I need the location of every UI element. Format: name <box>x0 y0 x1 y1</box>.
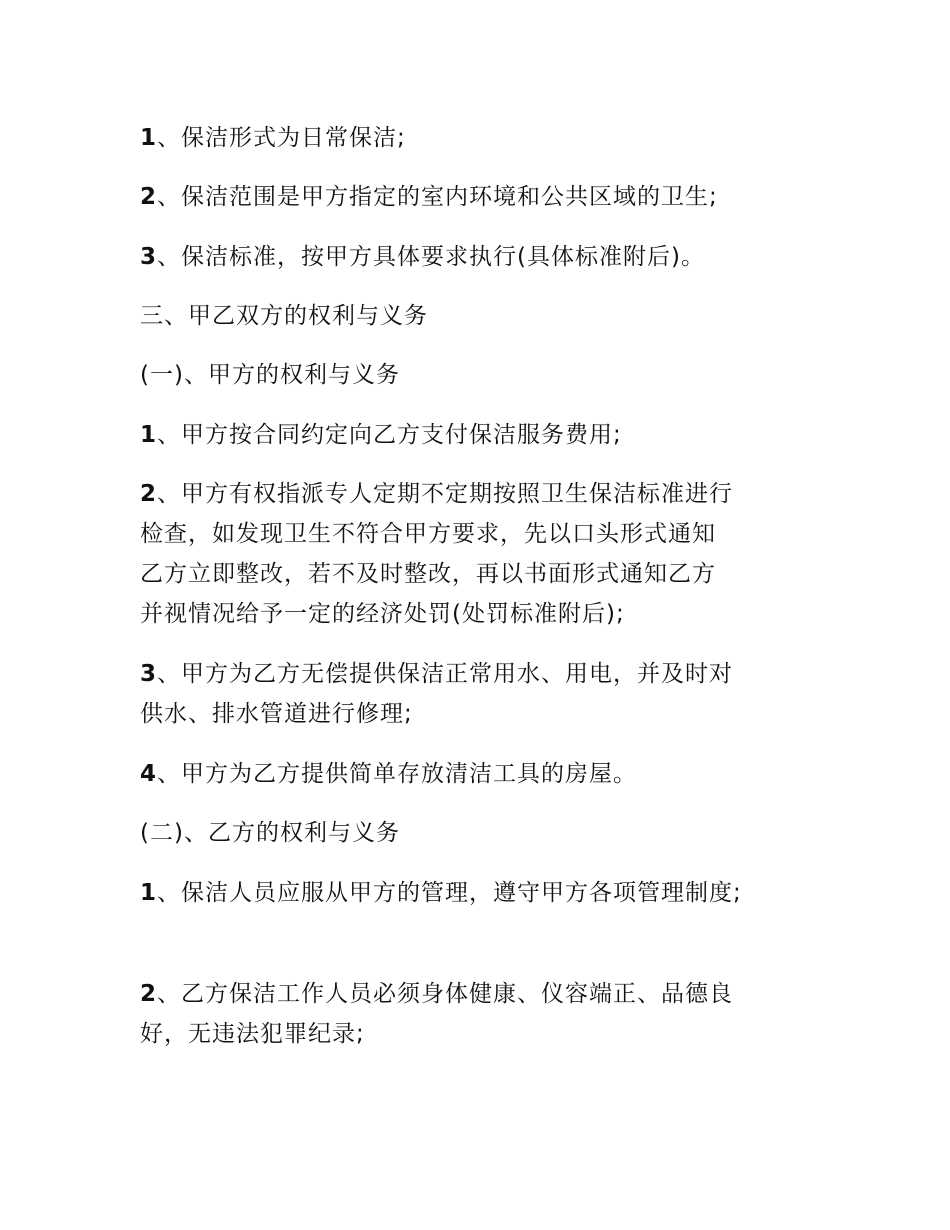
clause-line: 乙方立即整改，若不及时整改，再以书面形式通知乙方 <box>140 561 716 587</box>
clause-number: 4 <box>140 761 158 787</box>
subsection-heading-party-b <box>140 813 820 853</box>
clause-number: 3 <box>140 244 158 270</box>
party-a-clause-1 <box>140 415 820 455</box>
subsection-heading-text: (一)、甲方的权利与义务 <box>140 362 400 388</box>
subsection-heading-party-a <box>140 355 820 395</box>
clause-text: 、乙方保洁工作人员必须身体健康、仪容端正、品德良 <box>157 981 734 1007</box>
party-a-clause-4 <box>140 754 820 794</box>
clause-text: 、甲方为乙方提供简单存放清洁工具的房屋。 <box>157 761 638 787</box>
clause-3-cleaning-standard <box>140 237 820 277</box>
clause-1-cleaning-form <box>140 118 820 158</box>
clause-text: 、保洁形式为日常保洁; <box>157 125 406 151</box>
clause-number: 2 <box>140 481 158 507</box>
clause-line <box>140 654 820 694</box>
clause-number: 1 <box>140 422 158 448</box>
clause-text: 、甲方为乙方无偿提供保洁正常用水、用电，并及时对 <box>157 661 734 687</box>
clause-number: 2 <box>140 184 158 210</box>
clause-number: 1 <box>140 125 158 151</box>
clause-number: 3 <box>140 661 158 687</box>
clause-2-cleaning-scope <box>140 177 820 217</box>
clause-line: 并视情况给予一定的经济处罚(处罚标准附后); <box>140 601 625 627</box>
clause-line <box>140 474 820 514</box>
clause-text: 、甲方有权指派专人定期不定期按照卫生保洁标准进行 <box>157 481 734 507</box>
clause-number: 2 <box>140 981 158 1007</box>
party-a-clause-2 <box>140 474 820 634</box>
clause-text: 、保洁范围是甲方指定的室内环境和公共区域的卫生; <box>157 184 718 210</box>
clause-number: 1 <box>140 880 158 906</box>
clause-line: 检查，如发现卫生不符合甲方要求，先以口头形式通知 <box>140 521 716 547</box>
subsection-heading-text: (二)、乙方的权利与义务 <box>140 820 400 846</box>
party-a-clause-3 <box>140 654 820 734</box>
clause-text: 、保洁人员应服从甲方的管理，遵守甲方各项管理制度; <box>157 880 742 906</box>
clause-text: 、保洁标准，按甲方具体要求执行(具体标准附后)。 <box>157 244 705 270</box>
clause-line: 好，无违法犯罪纪录; <box>140 1021 365 1047</box>
party-b-clause-1 <box>140 873 820 913</box>
clause-line: 供水、排水管道进行修理; <box>140 701 413 727</box>
clause-line <box>140 974 820 1014</box>
section-heading-text: 三、甲乙双方的权利与义务 <box>140 303 428 329</box>
section-heading-rights-obligations <box>140 296 820 336</box>
clause-text: 、甲方按合同约定向乙方支付保洁服务费用; <box>157 422 622 448</box>
party-b-clause-2 <box>140 974 820 1054</box>
